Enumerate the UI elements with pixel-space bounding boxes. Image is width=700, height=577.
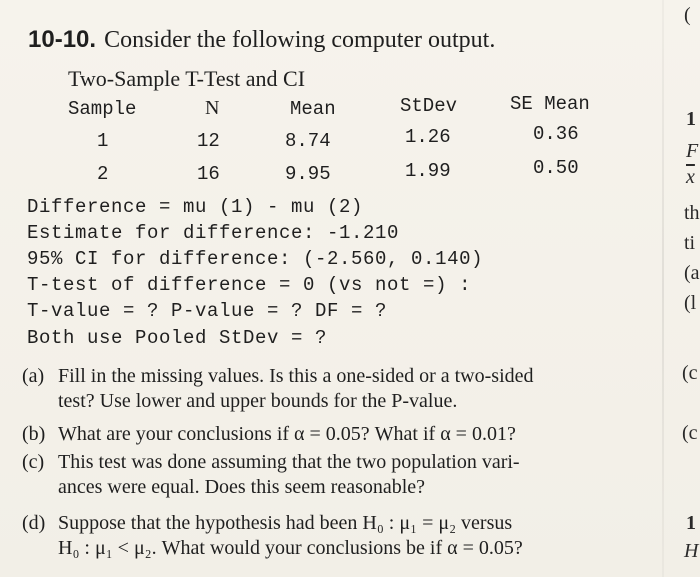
edge-fragment-6: ti xyxy=(684,232,696,254)
edge-fragment-4: $\overline{x}$ xyxy=(686,166,695,188)
ttest-line: T-test of difference = 0 (vs not =) : xyxy=(27,274,472,296)
edge-fragment-3: F xyxy=(686,140,699,162)
edge-fragment-9: (c xyxy=(682,362,698,384)
edge-fragment-5: th xyxy=(684,202,700,224)
question-c xyxy=(22,450,632,498)
question-b-line-1: What are your conclusions if α = 0.05? What if α = 0.01? xyxy=(58,423,516,445)
question-a xyxy=(22,364,632,412)
row2-sample: 2 xyxy=(97,163,109,185)
question-a-line-1: Fill in the missing values. Is this a one-sided or a two-sided xyxy=(58,365,534,387)
edge-fragment-2: 1 xyxy=(686,108,696,130)
question-b-label: (b) xyxy=(22,423,46,445)
row2-mean: 9.95 xyxy=(285,163,331,185)
question-d xyxy=(22,511,632,559)
question-a-line-2: test? Use lower and upper bounds for the P-value. xyxy=(58,389,458,412)
output-title: Two-Sample T-Test and CI xyxy=(68,66,306,91)
header-n: N xyxy=(205,97,220,119)
row2-se-mean: 0.50 xyxy=(533,157,579,179)
question-b xyxy=(22,422,632,447)
question-d-label: (d) xyxy=(22,512,46,534)
question-c-label: (c) xyxy=(22,451,45,473)
header-mean: Mean xyxy=(290,98,336,120)
question-c-line-2: ances were equal. Does this seem reasonable? xyxy=(58,475,426,498)
edge-fragment-11: 1 xyxy=(686,512,696,534)
edge-fragment-1: ( xyxy=(684,4,691,26)
edge-fragment-12: H xyxy=(684,540,699,562)
row1-n: 12 xyxy=(197,130,220,152)
row1-mean: 8.74 xyxy=(285,130,331,152)
pooled-line: Both use Pooled StDev = ? xyxy=(27,327,328,349)
question-a-label: (a) xyxy=(22,365,45,387)
edge-fragment-10: (c xyxy=(682,422,698,444)
problem-number: 10-10. xyxy=(28,26,97,53)
question-d-line-1: Suppose that the hypothesis had been H₀ : μ₁ = μ₂ versus xyxy=(58,512,513,534)
header-sample: Sample xyxy=(68,98,137,120)
row1-sample: 1 xyxy=(97,130,109,152)
question-d-line-2: H₀ : μ₁ < μ₂. What would your conclusions be if α = 0.05? xyxy=(58,536,523,559)
question-c-line-1: This test was done assuming that the two population vari- xyxy=(58,451,520,473)
row1-stdev: 1.26 xyxy=(405,126,451,148)
row2-n: 16 xyxy=(197,163,220,185)
ci-line: 95% CI for difference: (-2.560, 0.140) xyxy=(27,248,484,270)
row2-stdev: 1.99 xyxy=(405,160,451,182)
row1-se-mean: 0.36 xyxy=(533,123,579,145)
difference-line: Difference = mu (1) - mu (2) xyxy=(27,196,364,218)
estimate-line: Estimate for difference: -1.210 xyxy=(27,222,400,244)
tvalue-line: T-value = ? P-value = ? DF = ? xyxy=(27,300,388,322)
header-se-mean: SE Mean xyxy=(510,93,590,115)
edge-fragment-7: (a xyxy=(684,262,700,284)
header-stdev: StDev xyxy=(400,95,458,117)
problem-intro: Consider the following computer output. xyxy=(104,27,496,53)
summary-table xyxy=(0,0,700,190)
edge-fragment-8: (l xyxy=(684,292,697,314)
